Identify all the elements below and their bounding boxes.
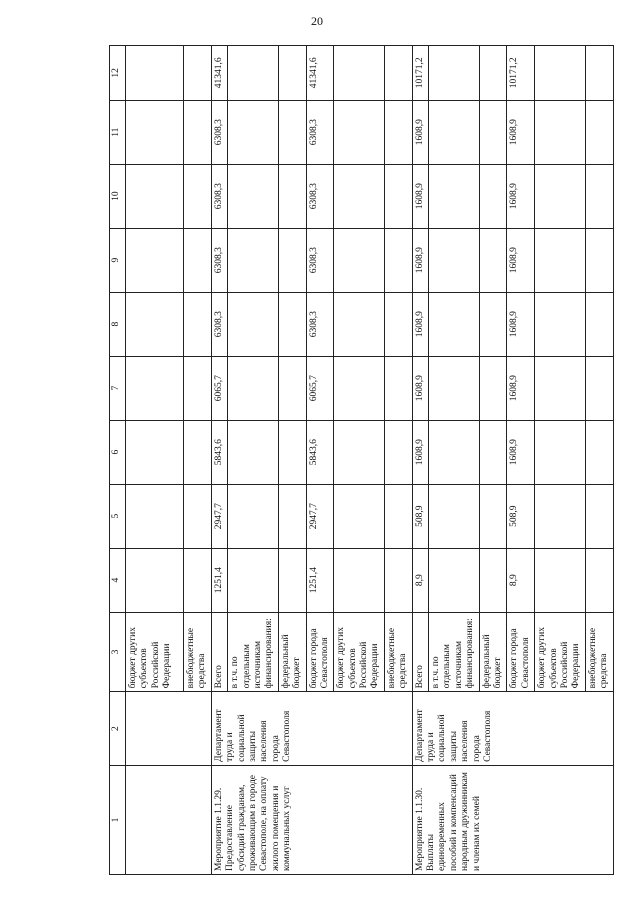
measure-name: Мероприятие 1.1.29. Предоставление субсидий гражданам, проживающим в городе Севастополе, на оплату жилого помещения и коммунальных услуг	[211, 765, 412, 874]
column-numbers-row	[110, 46, 126, 875]
source-cell: Всего	[412, 612, 428, 692]
value-cell: 1608,9	[412, 420, 428, 484]
source-cell: бюджет других субъектов Российской Федерации	[126, 612, 184, 692]
value-cell: 508,9	[412, 484, 428, 548]
table-row	[211, 46, 227, 875]
col-header: 1	[110, 765, 126, 874]
measure-executor: Департамент труда и социальной защиты населения города Севастополя	[211, 692, 412, 765]
value-cell: 10171,2	[507, 46, 535, 101]
value-cell: 1608,9	[507, 228, 535, 292]
col-header: 7	[110, 356, 126, 420]
value-cell: 1608,9	[412, 100, 428, 164]
source-cell: внебюджетные средства	[184, 612, 212, 692]
value-cell: 1608,9	[507, 164, 535, 228]
value-cell: 1608,9	[507, 356, 535, 420]
value-cell: 5843,6	[306, 420, 334, 484]
col-header: 5	[110, 484, 126, 548]
value-cell: 2947,7	[211, 484, 227, 548]
source-cell: в т.ч. по отдельным источникам финансирования:	[228, 612, 279, 692]
value-cell: 1608,9	[507, 420, 535, 484]
value-cell: 6308,3	[306, 100, 334, 164]
source-cell: федеральный бюджет	[479, 612, 507, 692]
col-header: 11	[110, 100, 126, 164]
table-row	[126, 46, 184, 875]
source-cell: Всего	[211, 612, 227, 692]
value-cell: 6308,3	[306, 292, 334, 356]
measure-name: Мероприятие 1.1.30. Выплаты единовременных пособий и компенсаций народным дружинникам и членам их семей	[412, 765, 613, 874]
value-cell: 1608,9	[412, 228, 428, 292]
source-cell: внебюджетные средства	[384, 612, 412, 692]
value-cell: 1608,9	[412, 292, 428, 356]
value-cell: 1608,9	[412, 356, 428, 420]
financing-table	[109, 45, 614, 875]
value-cell: 1608,9	[507, 100, 535, 164]
table-row	[412, 46, 428, 875]
value-cell: 6308,3	[211, 100, 227, 164]
value-cell: 1251,4	[211, 548, 227, 612]
value-cell: 41341,6	[211, 46, 227, 101]
value-cell: 5843,6	[211, 420, 227, 484]
rotated-table-container	[109, 45, 610, 875]
value-cell: 1608,9	[507, 292, 535, 356]
source-cell: бюджет города Севастополя	[306, 612, 334, 692]
source-cell: федеральный бюджет	[278, 612, 306, 692]
value-cell: 1251,4	[306, 548, 334, 612]
value-cell: 8,9	[507, 548, 535, 612]
value-cell: 10171,2	[412, 46, 428, 101]
col-header: 6	[110, 420, 126, 484]
col-header: 9	[110, 228, 126, 292]
measure-executor: Департамент труда и социальной защиты населения города Севастополя	[412, 692, 613, 765]
value-cell: 6308,3	[211, 164, 227, 228]
value-cell: 41341,6	[306, 46, 334, 101]
value-cell: 6308,3	[211, 228, 227, 292]
value-cell: 6308,3	[306, 228, 334, 292]
source-cell: бюджет других субъектов Российской Федерации	[535, 612, 586, 692]
col-header: 12	[110, 46, 126, 101]
value-cell: 6308,3	[211, 292, 227, 356]
col-header: 10	[110, 164, 126, 228]
value-cell: 6308,3	[306, 164, 334, 228]
col-header: 4	[110, 548, 126, 612]
source-cell: в т.ч. по отдельным источникам финансирования:	[429, 612, 480, 692]
executor-cell	[126, 692, 212, 765]
value-cell: 1608,9	[412, 164, 428, 228]
value-cell: 2947,7	[306, 484, 334, 548]
value-cell: 6065,7	[211, 356, 227, 420]
value-cell: 6065,7	[306, 356, 334, 420]
source-cell: внебюджетные средства	[585, 612, 613, 692]
value-cell: 8,9	[412, 548, 428, 612]
page-number: 20	[311, 14, 323, 28]
value-cell: 508,9	[507, 484, 535, 548]
source-cell: бюджет города Севастополя	[507, 612, 535, 692]
col-header: 2	[110, 692, 126, 765]
col-header: 3	[110, 612, 126, 692]
measure-cell	[126, 765, 212, 874]
col-header: 8	[110, 292, 126, 356]
source-cell: бюджет других субъектов Российской Федерации	[334, 612, 385, 692]
